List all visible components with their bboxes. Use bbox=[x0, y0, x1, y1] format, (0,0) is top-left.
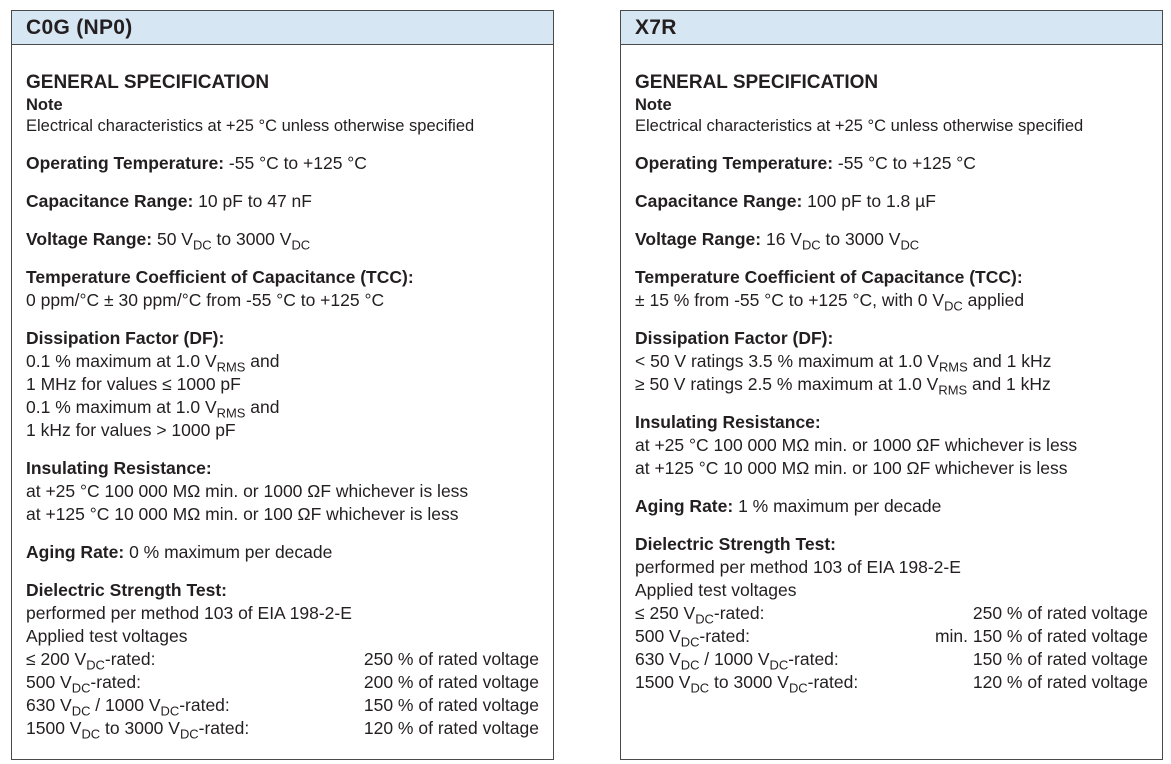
dst-label: Dielectric Strength Test: bbox=[635, 534, 836, 554]
operating-temperature-label: Operating Temperature: bbox=[635, 153, 834, 173]
operating-temperature-value: -55 °C to +125 °C bbox=[228, 153, 367, 173]
tcc-value: 0 ppm/°C ± 30 ppm/°C from -55 °C to +125 °C bbox=[26, 290, 385, 310]
ir-line: at +25 °C 100 000 MΩ min. or 1000 ΩF whichever is less bbox=[26, 481, 469, 501]
df-label: Dissipation Factor (DF): bbox=[26, 328, 225, 348]
voltage-range-label: Voltage Range: bbox=[26, 229, 153, 249]
operating-temperature bbox=[635, 152, 1148, 175]
dst-row bbox=[635, 602, 1148, 625]
tcc-label: Temperature Coefficient of Capacitance (TCC): bbox=[635, 267, 1023, 287]
aging-rate-label: Aging Rate: bbox=[26, 542, 125, 562]
dst-row-value: 150 % of rated voltage bbox=[972, 649, 1148, 669]
dst-applied: Applied test voltages bbox=[26, 626, 188, 646]
dielectric-strength-test bbox=[635, 533, 1148, 694]
dst-row bbox=[26, 648, 539, 671]
dst-applied: Applied test voltages bbox=[635, 580, 797, 600]
dst-row-label: 1500 $V_{DC}$ to 3000 $V_{DC}$-rated: bbox=[635, 672, 859, 696]
dst-row-label: 500 $V_{DC}$-rated: bbox=[26, 672, 141, 696]
dst-row-label: 1500 $V_{DC}$ to 3000 $V_{DC}$-rated: bbox=[26, 718, 250, 742]
dst-row bbox=[635, 648, 1148, 671]
voltage-range bbox=[635, 228, 1148, 251]
note-text: Electrical characteristics at +25 °C unless otherwise specified bbox=[26, 117, 475, 135]
tcc bbox=[26, 266, 539, 312]
c0g-spec-panel bbox=[11, 10, 554, 760]
dst-row-value: min. 150 % of rated voltage bbox=[934, 626, 1148, 646]
aging-rate-value: 1 % maximum per decade bbox=[738, 496, 942, 516]
panel-header bbox=[12, 11, 553, 45]
dst-row bbox=[26, 717, 539, 740]
dst-row-value: 120 % of rated voltage bbox=[972, 672, 1148, 692]
dst-row-value: 250 % of rated voltage bbox=[972, 603, 1148, 623]
dst-row-label: 630 $V_{DC} / 1000$ $V_{DC}$-rated: bbox=[26, 695, 230, 719]
tcc-value: ± 15 % from -55 °C to +125 °C, with 0 $V_{DC}$ applied bbox=[635, 290, 1025, 314]
dst-row-value: 250 % of rated voltage bbox=[363, 649, 539, 669]
dst-row-value: 120 % of rated voltage bbox=[363, 718, 539, 738]
note-label: Note bbox=[26, 96, 63, 114]
general-spec-title: GENERAL SPECIFICATION bbox=[635, 72, 879, 93]
df-line: ≥ 50 V ratings 2.5 % maximum at 1.0 $V_{RMS}$ and 1 kHz bbox=[635, 374, 1051, 398]
panel-title: C0G (NP0) bbox=[26, 15, 133, 39]
ir-label: Insulating Resistance: bbox=[635, 412, 821, 432]
df-line: < 50 V ratings 3.5 % maximum at 1.0 $V_{RMS}$ and 1 kHz bbox=[635, 351, 1052, 375]
dst-row-label: 500 $V_{DC}$-rated: bbox=[635, 626, 750, 650]
tcc-label: Temperature Coefficient of Capacitance (TCC): bbox=[26, 267, 414, 287]
panel-title: X7R bbox=[635, 15, 677, 39]
aging-rate-label: Aging Rate: bbox=[635, 496, 734, 516]
note-label: Note bbox=[635, 96, 672, 114]
operating-temperature-value: -55 °C to +125 °C bbox=[837, 153, 976, 173]
ir-label: Insulating Resistance: bbox=[26, 458, 212, 478]
ir-line: at +125 °C 10 000 MΩ min. or 100 ΩF whichever is less bbox=[635, 458, 1068, 478]
aging-rate bbox=[26, 541, 539, 564]
dst-label: Dielectric Strength Test: bbox=[26, 580, 227, 600]
dst-row bbox=[635, 625, 1148, 648]
aging-rate-value: 0 % maximum per decade bbox=[129, 542, 333, 562]
df-line: 1 MHz for values ≤ 1000 pF bbox=[26, 374, 241, 394]
note-text: Electrical characteristics at +25 °C unless otherwise specified bbox=[635, 117, 1084, 135]
insulating-resistance bbox=[635, 411, 1148, 480]
tcc bbox=[635, 266, 1148, 312]
dissipation-factor bbox=[26, 327, 539, 442]
capacitance-range-label: Capacitance Range: bbox=[635, 191, 803, 211]
dst-method: performed per method 103 of EIA 198-2-E bbox=[26, 603, 352, 623]
df-line: 0.1 % maximum at 1.0 $V_{RMS}$ and bbox=[26, 397, 280, 421]
dst-row-value: 150 % of rated voltage bbox=[363, 695, 539, 715]
df-line: 1 kHz for values > 1000 pF bbox=[26, 420, 236, 440]
capacitance-range-value: 100 pF to 1.8 µF bbox=[807, 191, 936, 211]
dst-row-label: 630 $V_{DC} / 1000$ $V_{DC}$-rated: bbox=[635, 649, 839, 673]
capacitance-range-label: Capacitance Range: bbox=[26, 191, 194, 211]
dst-row bbox=[635, 671, 1148, 694]
dst-row bbox=[26, 671, 539, 694]
panel-header bbox=[621, 11, 1162, 45]
dst-row-label: ≤ 200 $V_{DC}$-rated: bbox=[26, 649, 156, 673]
dst-method: performed per method 103 of EIA 198-2-E bbox=[635, 557, 961, 577]
dielectric-strength-test bbox=[26, 579, 539, 740]
voltage-range-label: Voltage Range: bbox=[635, 229, 762, 249]
x7r-spec-panel bbox=[620, 10, 1163, 760]
operating-temperature-label: Operating Temperature: bbox=[26, 153, 225, 173]
aging-rate bbox=[635, 495, 1148, 518]
voltage-range bbox=[26, 228, 539, 251]
dst-row-value: 200 % of rated voltage bbox=[363, 672, 539, 692]
operating-temperature bbox=[26, 152, 539, 175]
dissipation-factor bbox=[635, 327, 1148, 396]
dst-row bbox=[26, 694, 539, 717]
voltage-range-value: 16 $V_{DC}$ to 3000 $V_{DC}$ bbox=[765, 229, 920, 253]
ir-line: at +125 °C 10 000 MΩ min. or 100 ΩF whichever is less bbox=[26, 504, 459, 524]
dst-row-label: ≤ 250 $V_{DC}$-rated: bbox=[635, 603, 765, 627]
df-label: Dissipation Factor (DF): bbox=[635, 328, 834, 348]
insulating-resistance bbox=[26, 457, 539, 526]
ir-line: at +25 °C 100 000 MΩ min. or 1000 ΩF whichever is less bbox=[635, 435, 1078, 455]
panel-body bbox=[12, 45, 553, 740]
df-line: 0.1 % maximum at 1.0 $V_{RMS}$ and bbox=[26, 351, 280, 375]
capacitance-range bbox=[26, 190, 539, 213]
capacitance-range bbox=[635, 190, 1148, 213]
voltage-range-value: 50 $V_{DC}$ to 3000 $V_{DC}$ bbox=[156, 229, 311, 253]
general-spec-title: GENERAL SPECIFICATION bbox=[26, 72, 270, 93]
capacitance-range-value: 10 pF to 47 nF bbox=[198, 191, 312, 211]
panel-body bbox=[621, 45, 1162, 694]
